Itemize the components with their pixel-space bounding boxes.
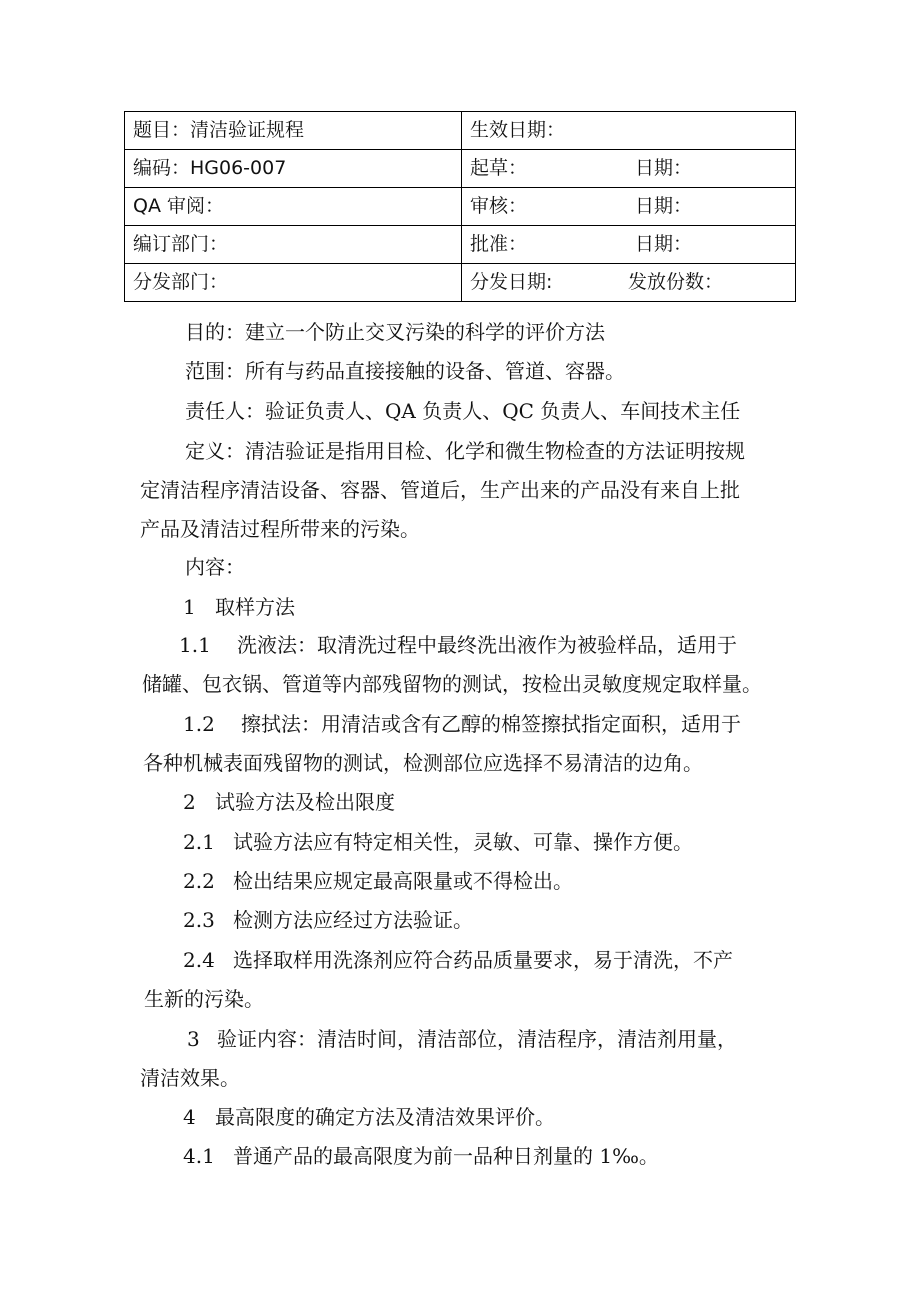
section-text: 洗液法：取清洗过程中最终洗出液作为被验样品，适用于 (237, 633, 737, 657)
approve-label: 批准： (470, 233, 528, 255)
section-text: 取样方法 (215, 595, 295, 619)
section-text: 验证内容：清洁时间，清洁部位，清洁程序，清洁剂用量， (217, 1027, 737, 1051)
audit-label: 审核： (470, 195, 528, 217)
definition-line-2: 定清洁程序清洁设备、容器、管道后，生产出来的产品没有来自上批 (140, 478, 740, 502)
approve-cell (462, 226, 796, 264)
draft-date-label: 日期： (635, 157, 693, 179)
draft-label: 起草： (470, 157, 528, 179)
section-2-1 (183, 826, 693, 855)
audit-date-label: 日期： (635, 195, 693, 217)
draft-cell (462, 150, 796, 188)
header-row (125, 150, 796, 188)
section-number: 2.4 (183, 948, 215, 972)
section-number: 1.1 (179, 633, 211, 657)
section-3-line-2: 清洁效果。 (140, 1066, 240, 1090)
section-2-4-line-1 (183, 944, 733, 973)
section-text: 检出结果应规定最高限量或不得检出。 (233, 869, 573, 893)
section-1 (183, 591, 295, 620)
section-1-1-line-1 (179, 629, 737, 658)
section-number: 1.2 (183, 712, 215, 736)
dept-cell: 编订部门： (125, 226, 462, 264)
dist-cell (462, 264, 796, 302)
section-3-line-1 (187, 1023, 737, 1052)
header-row (125, 112, 796, 150)
section-1-2-line-1 (183, 708, 741, 737)
section-number: 2 (183, 790, 196, 814)
section-text: 选择取样用洗涤剂应符合药品质量要求，易于清洗，不产 (233, 948, 733, 972)
section-number: 4.1 (183, 1144, 215, 1168)
section-text: 普通产品的最高限度为前一品种日剂量的 1‰。 (233, 1144, 659, 1168)
effective-date-cell: 生效日期： (462, 112, 796, 150)
section-text: 擦拭法：用清洁或含有乙醇的棉签擦拭指定面积，适用于 (241, 712, 741, 736)
section-number: 1 (183, 595, 196, 619)
section-number: 2.3 (183, 908, 215, 932)
scope-line: 范围：所有与药品直接接触的设备、管道、容器。 (185, 359, 625, 383)
section-4-1 (183, 1140, 659, 1169)
section-text: 检测方法应经过方法验证。 (233, 908, 473, 932)
section-number: 2.1 (183, 830, 215, 854)
section-1-1-line-2: 储罐、包衣锅、管道等内部残留物的测试，按检出灵敏度规定取样量。 (142, 672, 762, 696)
document-header-table (124, 111, 796, 302)
responsible-line: 责任人：验证负责人、QA 负责人、QC 负责人、车间技术主任 (185, 399, 741, 423)
section-2 (183, 786, 395, 815)
dist-dept-cell: 分发部门： (125, 264, 462, 302)
code-cell: 编码：HG06-007 (125, 150, 462, 188)
section-number: 2.2 (183, 869, 215, 893)
qa-review-cell: QA 审阅： (125, 188, 462, 226)
section-2-2 (183, 865, 573, 894)
section-number: 4 (183, 1105, 196, 1129)
dist-date-label: 分发日期: (470, 271, 553, 293)
approve-date-label: 日期： (635, 233, 693, 255)
audit-cell (462, 188, 796, 226)
header-row (125, 188, 796, 226)
copies-label: 发放份数： (628, 271, 724, 293)
header-row (125, 264, 796, 302)
section-1-2-line-2: 各种机械表面残留物的测试，检测部位应选择不易清洁的边角。 (143, 751, 703, 775)
section-number: 3 (187, 1027, 200, 1051)
section-text: 试验方法及检出限度 (215, 790, 395, 814)
definition-line-3: 产品及清洁过程所带来的污染。 (140, 517, 420, 541)
purpose-line: 目的：建立一个防止交叉污染的科学的评价方法 (185, 320, 605, 344)
section-4 (183, 1101, 555, 1130)
title-cell: 题目：清洁验证规程 (125, 112, 462, 150)
definition-line-1: 定义：清洁验证是指用目检、化学和微生物检查的方法证明按规 (185, 439, 745, 463)
section-text: 最高限度的确定方法及清洁效果评价。 (215, 1105, 555, 1129)
content-heading: 内容： (185, 555, 245, 579)
section-2-3 (183, 904, 473, 933)
header-row (125, 226, 796, 264)
section-2-4-line-2: 生新的污染。 (144, 987, 264, 1011)
section-text: 试验方法应有特定相关性，灵敏、可靠、操作方便。 (233, 830, 693, 854)
